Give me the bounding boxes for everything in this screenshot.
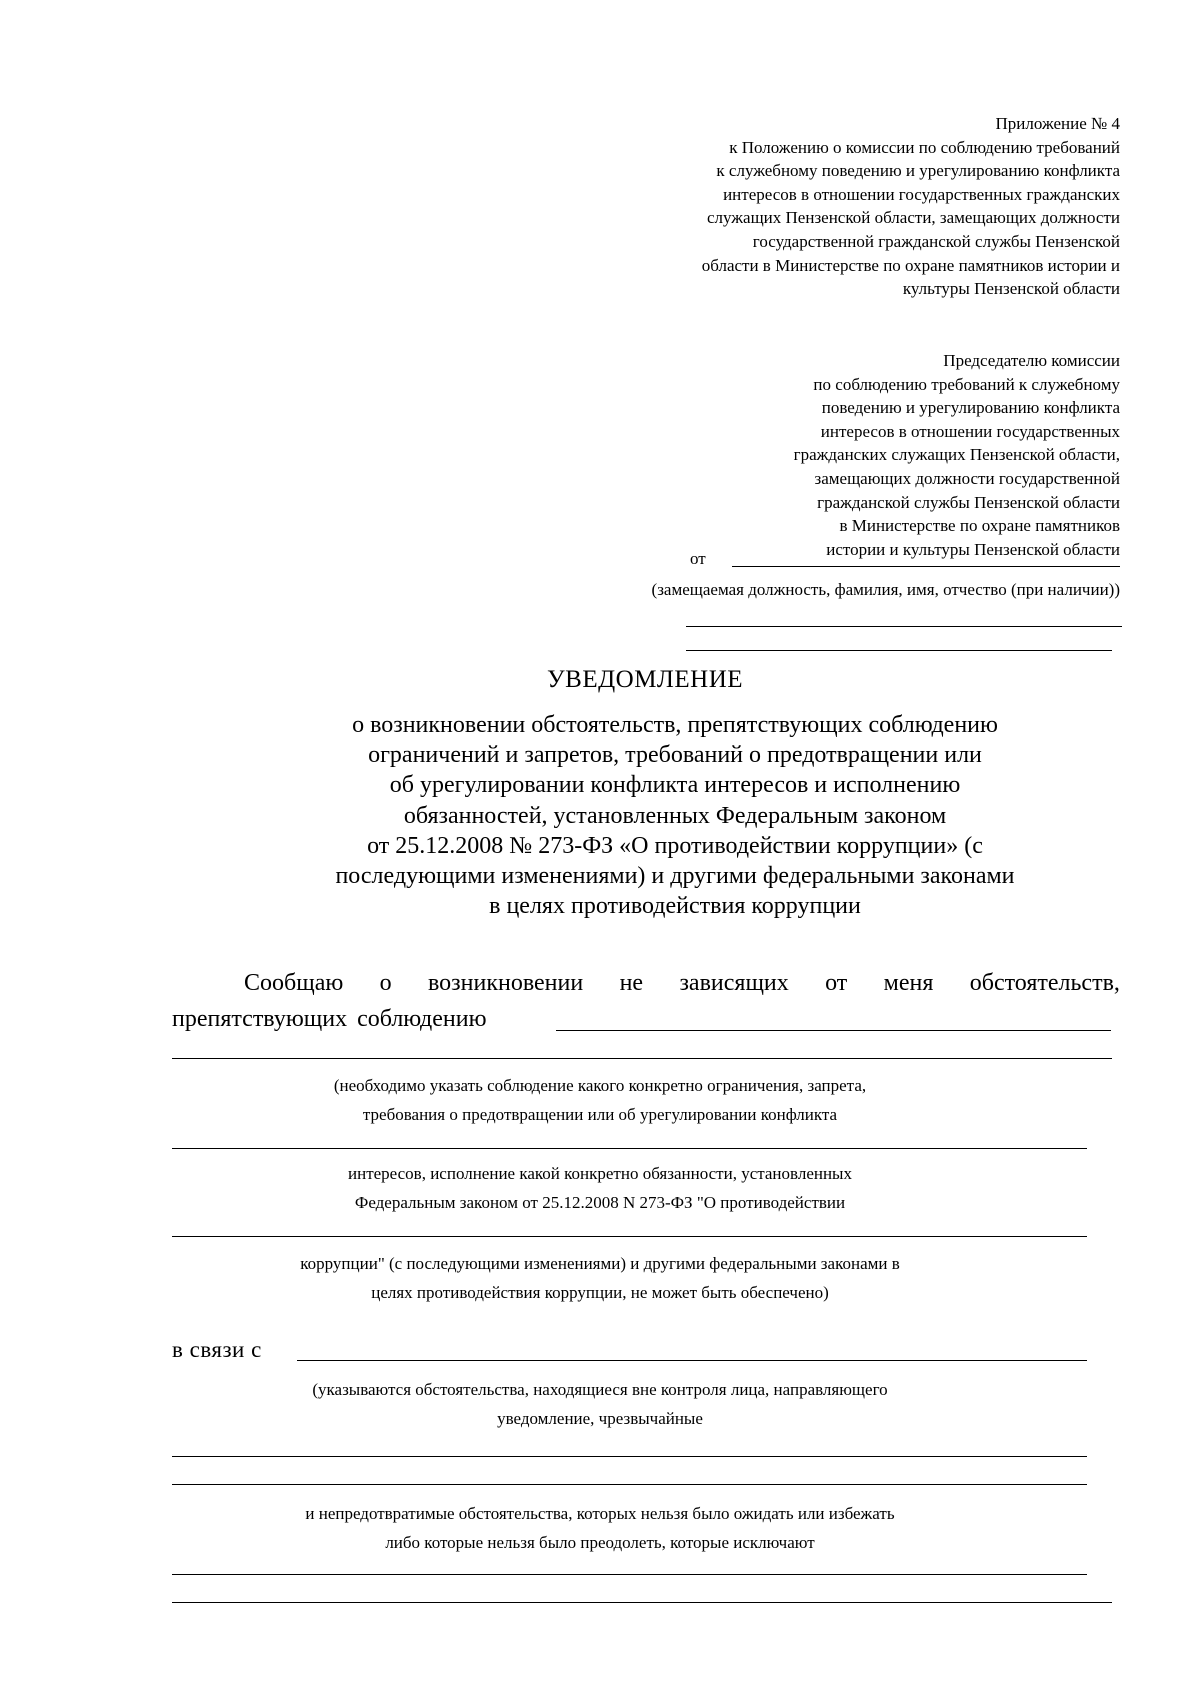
addressee-line: истории и культуры Пензенской области xyxy=(826,539,1120,559)
subtitle-line: в целях противодействия коррупции xyxy=(489,893,861,920)
subtitle-line: обязанностей, установленных Федеральным законом xyxy=(403,802,947,829)
hint-obligation xyxy=(240,1160,960,1218)
hint-line: Федеральным законом от 25.12.2008 N 273-ФЗ "О противодействии xyxy=(354,1192,846,1212)
hint-line: уведомление, чрезвычайные xyxy=(497,1408,703,1428)
hint-line: либо которые нельзя было преодолеть, которые исключают xyxy=(385,1532,815,1552)
appendix-line: Приложение № 4 xyxy=(995,114,1120,133)
subtitle-line: от 25.12.2008 № 273-ФЗ «О противодействии коррупции» (с xyxy=(367,832,983,859)
hint-line: и непредотвратимые обстоятельства, которых нельзя было ожидать или избежать xyxy=(305,1504,895,1523)
connection-label: в связи с xyxy=(172,1337,262,1362)
appendix-line: служащих Пензенской области, замещающих должности xyxy=(706,208,1120,228)
addressee-block xyxy=(600,349,1120,561)
report-word: возникновении xyxy=(428,970,584,996)
hint-line: (необходимо указать соблюдение какого конкретно ограничения, запрета, xyxy=(333,1076,867,1095)
appendix-line: к служебному поведению и урегулированию конфликта xyxy=(716,161,1120,181)
from-blank-line-2[interactable] xyxy=(686,650,1112,651)
document-subtitle xyxy=(250,710,1100,921)
appendix-header xyxy=(560,112,1120,301)
obligation-blank-line[interactable] xyxy=(172,1236,1087,1237)
circumstances-blank-line-1[interactable] xyxy=(172,1456,1087,1457)
appendix-line: государственной гражданской службы Пензенской xyxy=(752,231,1120,251)
addressee-line: замещающих должности государственной xyxy=(814,468,1120,488)
subtitle-line: об урегулировании конфликта интересов и исполнению xyxy=(389,772,961,799)
hint-restriction xyxy=(240,1072,960,1130)
hint-line: коррупции" (с последующими изменениями) и другими федеральными законами в xyxy=(300,1254,900,1273)
from-underline xyxy=(732,566,1120,567)
report-sentence xyxy=(172,968,1120,998)
appendix-line: интересов в отношении государственных гражданских xyxy=(723,184,1120,204)
report-word: Сообщаю xyxy=(244,970,344,996)
force-majeure-blank-line-1[interactable] xyxy=(172,1574,1087,1575)
addressee-line: Председателю комиссии xyxy=(943,351,1120,370)
subtitle-line: последующими изменениями) и другими федеральными законами xyxy=(335,863,1015,890)
restriction-blank-line[interactable] xyxy=(172,1148,1087,1149)
hint-line: интересов, исполнение какой конкретно обязанности, установленных xyxy=(348,1164,852,1183)
report-word: меня xyxy=(883,970,934,996)
hint-circumstances xyxy=(230,1376,970,1434)
report-word: не xyxy=(619,970,644,996)
subtitle-line: ограничений и запретов, требований о предотвращении или xyxy=(368,742,982,769)
hint-line: (указываются обстоятельства, находящиеся вне контроля лица, направляющего xyxy=(312,1380,888,1399)
force-majeure-blank-line-2[interactable] xyxy=(172,1602,1112,1603)
connection-input-line[interactable] xyxy=(297,1360,1087,1361)
hint-line: целях противодействия коррупции, не может быть обеспечено) xyxy=(371,1282,829,1302)
appendix-line: к Положению о комиссии по соблюдению требований xyxy=(729,137,1120,157)
hint-line: требования о предотвращении или об урегулировании конфликта xyxy=(362,1104,838,1124)
hint-force-majeure xyxy=(230,1500,970,1558)
addressee-line: по соблюдению требований к служебному xyxy=(813,374,1120,394)
from-field[interactable] xyxy=(690,547,1120,570)
from-label: от xyxy=(690,549,706,568)
addressee-line: поведению и урегулированию конфликта xyxy=(821,398,1120,418)
report-word: обстоятельств, xyxy=(969,970,1120,996)
obstacle-input-line[interactable] xyxy=(556,1030,1111,1031)
addressee-line: интересов в отношении государственных xyxy=(820,421,1120,441)
addressee-line: в Министерстве по охране памятников xyxy=(839,516,1120,536)
hint-law xyxy=(230,1250,970,1308)
from-caption: (замещаемая должность, фамилия, имя, отчество (при наличии)) xyxy=(651,580,1120,599)
circumstances-blank-line-2[interactable] xyxy=(172,1484,1087,1485)
appendix-line: области в Министерстве по охране памятников истории и xyxy=(701,255,1120,275)
subtitle-line: о возникновении обстоятельств, препятствующих соблюдению xyxy=(352,712,998,738)
report-word: зависящих xyxy=(679,970,789,996)
addressee-line: гражданской службы Пензенской области xyxy=(817,492,1120,512)
from-blank-line-1[interactable] xyxy=(686,626,1122,627)
document-title: УВЕДОМЛЕНИЕ xyxy=(546,666,744,693)
obstacle-blank-line[interactable] xyxy=(172,1058,1112,1059)
report-word: о xyxy=(379,970,392,996)
addressee-line: гражданских служащих Пензенской области, xyxy=(793,445,1120,465)
report-word: от xyxy=(825,970,848,996)
appendix-line: культуры Пензенской области xyxy=(902,279,1120,299)
report-continuation: препятствующих соблюдению xyxy=(172,1006,487,1032)
